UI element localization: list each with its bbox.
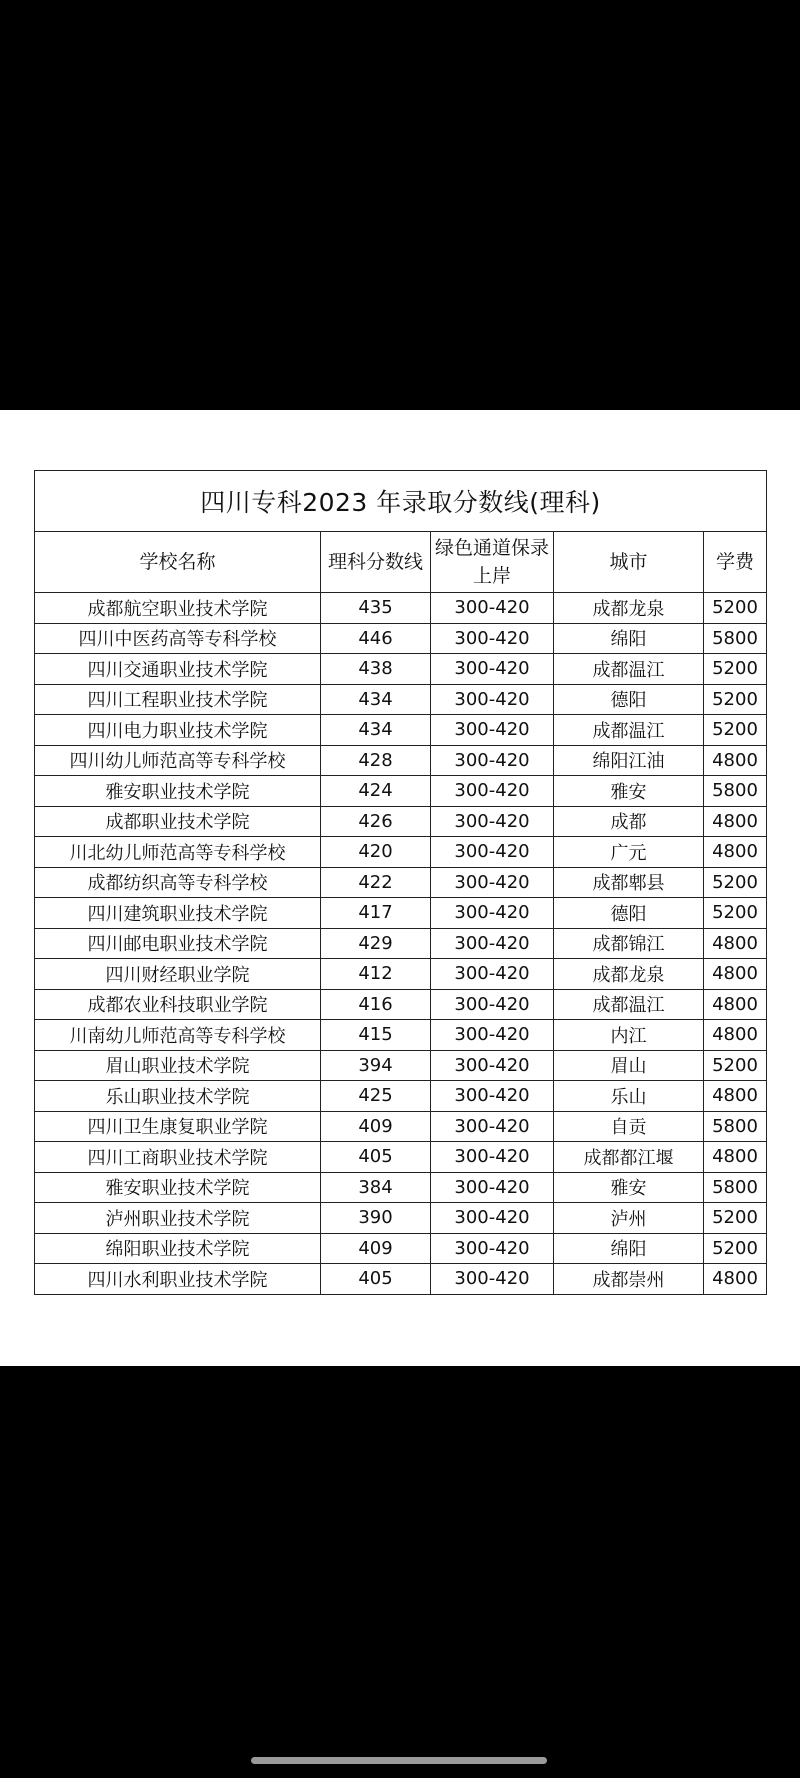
green-channel-range-cell: 300-420 <box>431 1233 554 1264</box>
school-name-cell: 川北幼儿师范高等专科学校 <box>35 837 321 868</box>
city-cell: 内江 <box>554 1020 704 1051</box>
city-cell: 绵阳 <box>554 1233 704 1264</box>
table-row <box>35 593 767 624</box>
city-cell: 眉山 <box>554 1050 704 1081</box>
home-indicator <box>251 1757 547 1764</box>
table-row <box>35 1203 767 1234</box>
tuition-cell: 5800 <box>704 1111 767 1142</box>
school-name-cell: 四川水利职业技术学院 <box>35 1264 321 1295</box>
tuition-cell: 5800 <box>704 623 767 654</box>
score-cell: 412 <box>321 959 431 990</box>
tuition-cell: 5200 <box>704 593 767 624</box>
school-name-cell: 四川幼儿师范高等专科学校 <box>35 745 321 776</box>
green-channel-range-cell: 300-420 <box>431 654 554 685</box>
header-green-channel: 绿色通道保录上岸 <box>431 532 554 593</box>
score-cell: 405 <box>321 1142 431 1173</box>
table-row <box>35 898 767 929</box>
city-cell: 乐山 <box>554 1081 704 1112</box>
school-name-cell: 四川建筑职业技术学院 <box>35 898 321 929</box>
table-row <box>35 1081 767 1112</box>
city-cell: 成都 <box>554 806 704 837</box>
table-row <box>35 745 767 776</box>
green-channel-range-cell: 300-420 <box>431 989 554 1020</box>
green-channel-range-cell: 300-420 <box>431 776 554 807</box>
score-cell: 409 <box>321 1111 431 1142</box>
header-school: 学校名称 <box>35 532 321 593</box>
tuition-cell: 5200 <box>704 1050 767 1081</box>
school-name-cell: 四川财经职业学院 <box>35 959 321 990</box>
green-channel-range-cell: 300-420 <box>431 1264 554 1295</box>
score-cell: 420 <box>321 837 431 868</box>
table-row <box>35 1233 767 1264</box>
green-channel-range-cell: 300-420 <box>431 898 554 929</box>
document-page <box>0 410 800 1366</box>
table-title: 四川专科2023 年录取分数线(理科) <box>35 471 767 532</box>
table-row <box>35 654 767 685</box>
school-name-cell: 绵阳职业技术学院 <box>35 1233 321 1264</box>
table-row <box>35 806 767 837</box>
score-cell: 384 <box>321 1172 431 1203</box>
tuition-cell: 4800 <box>704 806 767 837</box>
school-name-cell: 雅安职业技术学院 <box>35 1172 321 1203</box>
score-cell: 424 <box>321 776 431 807</box>
score-cell: 434 <box>321 684 431 715</box>
green-channel-range-cell: 300-420 <box>431 806 554 837</box>
school-name-cell: 四川交通职业技术学院 <box>35 654 321 685</box>
green-channel-range-cell: 300-420 <box>431 1142 554 1173</box>
score-cell: 446 <box>321 623 431 654</box>
school-name-cell: 四川中医药高等专科学校 <box>35 623 321 654</box>
city-cell: 成都锦江 <box>554 928 704 959</box>
admission-score-table <box>34 470 767 1295</box>
school-name-cell: 泸州职业技术学院 <box>35 1203 321 1234</box>
school-name-cell: 成都纺织高等专科学校 <box>35 867 321 898</box>
school-name-cell: 成都职业技术学院 <box>35 806 321 837</box>
table-row <box>35 684 767 715</box>
school-name-cell: 四川工商职业技术学院 <box>35 1142 321 1173</box>
score-cell: 434 <box>321 715 431 746</box>
score-cell: 394 <box>321 1050 431 1081</box>
table-row <box>35 1142 767 1173</box>
header-tuition: 学费 <box>704 532 767 593</box>
tuition-cell: 4800 <box>704 1020 767 1051</box>
score-cell: 390 <box>321 1203 431 1234</box>
score-cell: 429 <box>321 928 431 959</box>
tuition-cell: 4800 <box>704 837 767 868</box>
score-cell: 435 <box>321 593 431 624</box>
tuition-cell: 4800 <box>704 745 767 776</box>
city-cell: 广元 <box>554 837 704 868</box>
school-name-cell: 眉山职业技术学院 <box>35 1050 321 1081</box>
school-name-cell: 四川电力职业技术学院 <box>35 715 321 746</box>
table-row <box>35 1020 767 1051</box>
table-body <box>35 593 767 1295</box>
tuition-cell: 5200 <box>704 867 767 898</box>
green-channel-range-cell: 300-420 <box>431 959 554 990</box>
city-cell: 雅安 <box>554 1172 704 1203</box>
city-cell: 德阳 <box>554 898 704 929</box>
tuition-cell: 5800 <box>704 1172 767 1203</box>
city-cell: 泸州 <box>554 1203 704 1234</box>
city-cell: 成都崇州 <box>554 1264 704 1295</box>
city-cell: 成都温江 <box>554 715 704 746</box>
score-cell: 428 <box>321 745 431 776</box>
header-city: 城市 <box>554 532 704 593</box>
school-name-cell: 雅安职业技术学院 <box>35 776 321 807</box>
score-cell: 417 <box>321 898 431 929</box>
table-row <box>35 928 767 959</box>
tuition-cell: 5200 <box>704 1203 767 1234</box>
city-cell: 雅安 <box>554 776 704 807</box>
school-name-cell: 成都航空职业技术学院 <box>35 593 321 624</box>
green-channel-range-cell: 300-420 <box>431 1020 554 1051</box>
tuition-cell: 4800 <box>704 959 767 990</box>
city-cell: 自贡 <box>554 1111 704 1142</box>
score-cell: 425 <box>321 1081 431 1112</box>
table-row <box>35 867 767 898</box>
tuition-cell: 5200 <box>704 898 767 929</box>
city-cell: 成都都江堰 <box>554 1142 704 1173</box>
school-name-cell: 四川邮电职业技术学院 <box>35 928 321 959</box>
city-cell: 绵阳 <box>554 623 704 654</box>
green-channel-range-cell: 300-420 <box>431 837 554 868</box>
score-cell: 438 <box>321 654 431 685</box>
school-name-cell: 乐山职业技术学院 <box>35 1081 321 1112</box>
school-name-cell: 四川工程职业技术学院 <box>35 684 321 715</box>
tuition-cell: 5200 <box>704 1233 767 1264</box>
city-cell: 成都郫县 <box>554 867 704 898</box>
school-name-cell: 川南幼儿师范高等专科学校 <box>35 1020 321 1051</box>
score-cell: 405 <box>321 1264 431 1295</box>
green-channel-range-cell: 300-420 <box>431 1203 554 1234</box>
tuition-cell: 5200 <box>704 684 767 715</box>
table-row <box>35 1111 767 1142</box>
score-cell: 422 <box>321 867 431 898</box>
table-row <box>35 623 767 654</box>
table-row <box>35 959 767 990</box>
table-row <box>35 715 767 746</box>
green-channel-range-cell: 300-420 <box>431 1050 554 1081</box>
city-cell: 成都温江 <box>554 654 704 685</box>
table-row <box>35 1264 767 1295</box>
table-row <box>35 837 767 868</box>
score-cell: 416 <box>321 989 431 1020</box>
green-channel-range-cell: 300-420 <box>431 1172 554 1203</box>
tuition-cell: 4800 <box>704 1081 767 1112</box>
green-channel-range-cell: 300-420 <box>431 1081 554 1112</box>
city-cell: 成都龙泉 <box>554 959 704 990</box>
green-channel-range-cell: 300-420 <box>431 623 554 654</box>
green-channel-range-cell: 300-420 <box>431 928 554 959</box>
table-row <box>35 776 767 807</box>
school-name-cell: 四川卫生康复职业学院 <box>35 1111 321 1142</box>
city-cell: 德阳 <box>554 684 704 715</box>
tuition-cell: 5200 <box>704 654 767 685</box>
tuition-cell: 4800 <box>704 989 767 1020</box>
school-name-cell: 成都农业科技职业学院 <box>35 989 321 1020</box>
green-channel-range-cell: 300-420 <box>431 593 554 624</box>
score-cell: 409 <box>321 1233 431 1264</box>
tuition-cell: 5200 <box>704 715 767 746</box>
green-channel-range-cell: 300-420 <box>431 684 554 715</box>
green-channel-range-cell: 300-420 <box>431 745 554 776</box>
table-row <box>35 1172 767 1203</box>
tuition-cell: 4800 <box>704 1142 767 1173</box>
green-channel-range-cell: 300-420 <box>431 715 554 746</box>
city-cell: 成都龙泉 <box>554 593 704 624</box>
tuition-cell: 5800 <box>704 776 767 807</box>
table-row <box>35 1050 767 1081</box>
score-cell: 415 <box>321 1020 431 1051</box>
tuition-cell: 4800 <box>704 928 767 959</box>
green-channel-range-cell: 300-420 <box>431 1111 554 1142</box>
score-cell: 426 <box>321 806 431 837</box>
green-channel-range-cell: 300-420 <box>431 867 554 898</box>
city-cell: 绵阳江油 <box>554 745 704 776</box>
header-score: 理科分数线 <box>321 532 431 593</box>
table-row <box>35 989 767 1020</box>
city-cell: 成都温江 <box>554 989 704 1020</box>
tuition-cell: 4800 <box>704 1264 767 1295</box>
